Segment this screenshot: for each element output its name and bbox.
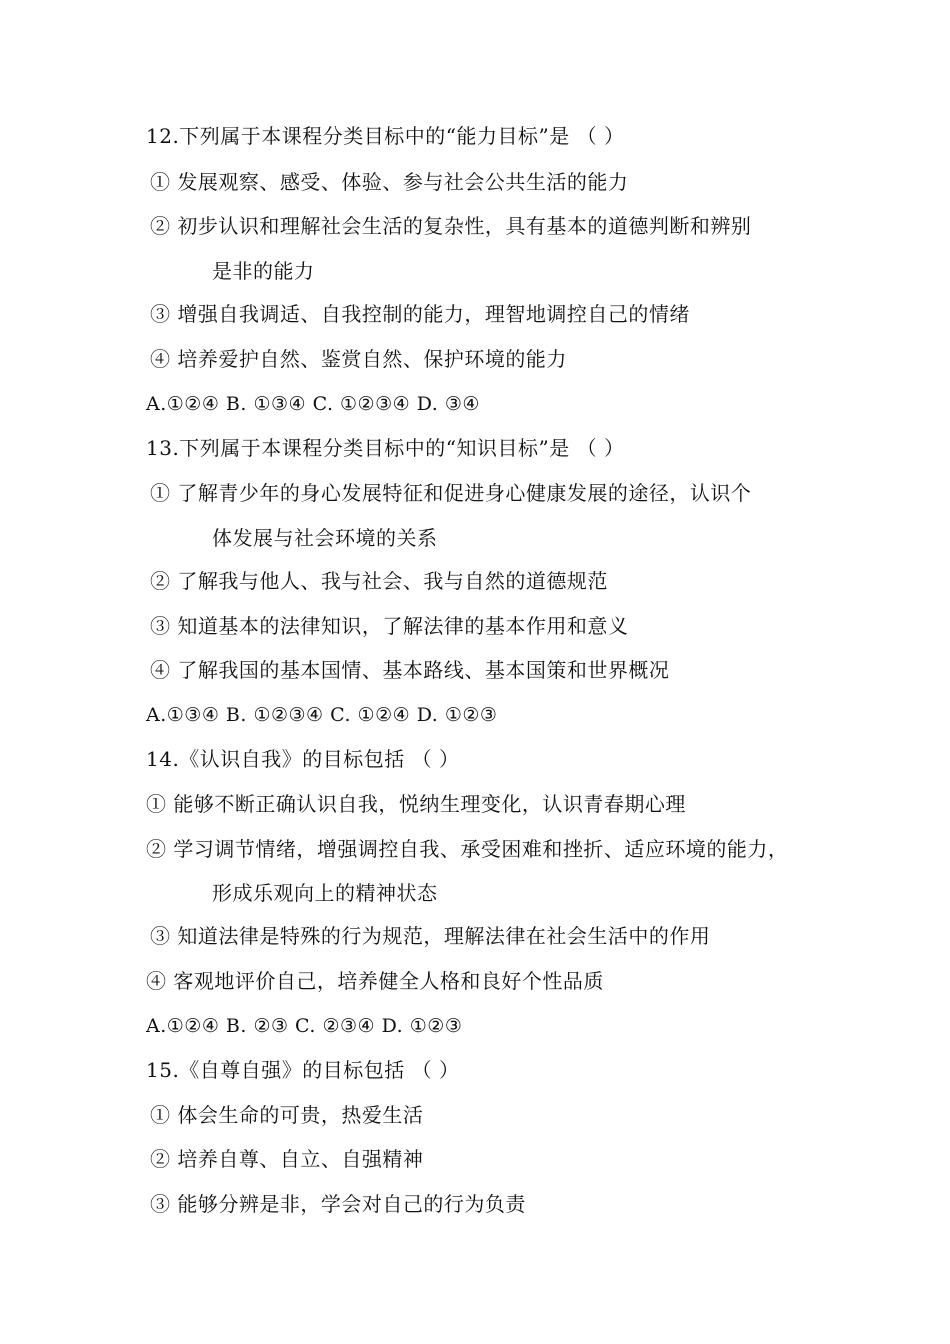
- question-12-option-2-continued: 是非的能力: [212, 259, 315, 283]
- question-13-option-2: ② 了解我与他人、我与社会、我与自然的道德规范: [150, 569, 608, 593]
- question-14-option-4: ④ 客观地评价自己，培养健全人格和良好个性品质: [146, 969, 604, 993]
- question-14-option-2: ② 学习调节情绪，增强调控自我、承受困难和挫折、适应环境的能力，: [146, 837, 789, 861]
- question-14-stem: 14.《认识自我》的目标包括 （ ）: [146, 747, 460, 771]
- question-14-option-1: ① 能够不断正确认识自我，悦纳生理变化，认识青春期心理: [146, 792, 686, 816]
- question-13-option-4: ④ 了解我国的基本国情、基本路线、基本国策和世界概况: [150, 658, 670, 682]
- question-13-option-3: ③ 知道基本的法律知识，了解法律的基本作用和意义: [150, 614, 629, 638]
- question-14-option-3: ③ 知道法律是特殊的行为规范，理解法律在社会生活中的作用: [150, 924, 711, 948]
- question-12-option-3: ③ 增强自我调适、自我控制的能力，理智地调控自己的情绪: [150, 302, 690, 326]
- question-15-option-3: ③ 能够分辨是非，学会对自己的行为负责: [150, 1192, 526, 1216]
- question-14-option-2-continued: 形成乐观向上的精神状态: [212, 881, 438, 905]
- question-15-option-1: ① 体会生命的可贵，热爱生活: [150, 1103, 424, 1127]
- question-12-option-4: ④ 培养爱护自然、鉴赏自然、保护环境的能力: [150, 347, 567, 371]
- question-12-option-2: ② 初步认识和理解社会生活的复杂性，具有基本的道德判断和辨别: [150, 214, 752, 238]
- question-13-option-1-continued: 体发展与社会环境的关系: [212, 526, 438, 550]
- question-13-stem: 13.下列属于本课程分类目标中的“知识目标”是 （ ）: [146, 436, 625, 460]
- question-12-option-1: ① 发展观察、感受、体验、参与社会公共生活的能力: [150, 170, 629, 194]
- question-12-answers: A.①②④ B. ①③④ C. ①②③④ D. ③④: [146, 393, 480, 415]
- question-14-answers: A.①②④ B. ②③ C. ②③④ D. ①②③: [146, 1015, 463, 1037]
- question-13-answers: A.①③④ B. ①②③④ C. ①②④ D. ①②③: [146, 704, 498, 726]
- question-12-stem: 12.下列属于本课程分类目标中的“能力目标”是 （ ）: [146, 124, 625, 148]
- question-15-stem: 15.《自尊自强》的目标包括 （ ）: [146, 1058, 460, 1082]
- question-15-option-2: ② 培养自尊、自立、自强精神: [150, 1147, 424, 1171]
- question-13-option-1: ① 了解青少年的身心发展特征和促进身心健康发展的途径，认识个: [150, 481, 752, 505]
